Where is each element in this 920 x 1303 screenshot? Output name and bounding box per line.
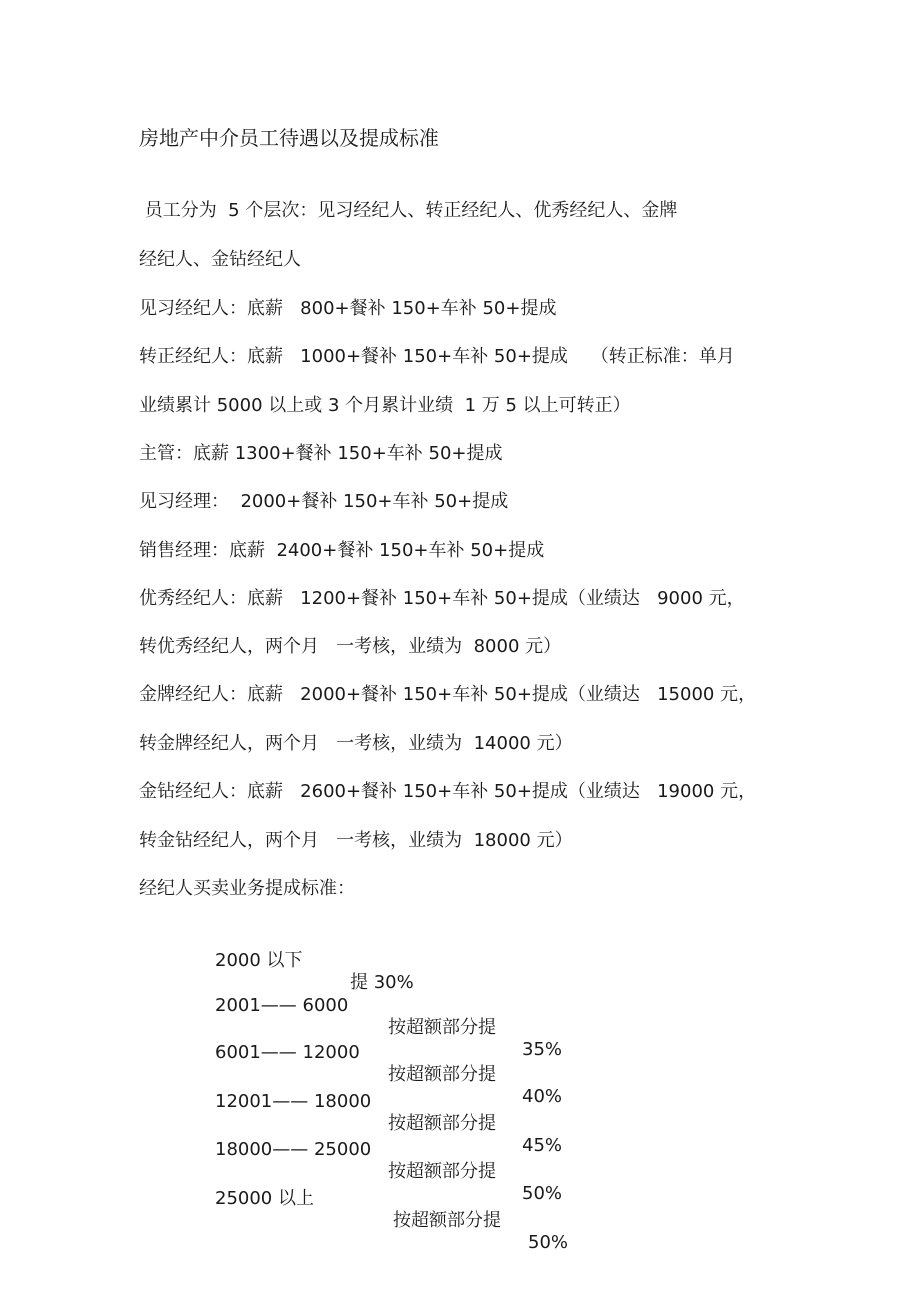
tier-rate: 50% [522, 1183, 563, 1204]
position-regular-agent: 转正经纪人：底薪 1000+餐补 150+车补 50+提成 （转正标准：单月 [139, 346, 735, 367]
tier-range: 2000 以下 [215, 950, 303, 971]
position-trainee-agent: 见习经纪人：底薪 800+餐补 150+车补 50+提成 [139, 298, 557, 319]
tier-range: 12001—— 18000 [215, 1091, 372, 1112]
intro-line-2: 经纪人、金钻经纪人 [139, 249, 301, 270]
tier-range: 2001—— 6000 [215, 995, 349, 1016]
tier-rate: 50% [528, 1232, 569, 1253]
position-diamond-agent: 金钻经纪人：底薪 2600+餐补 150+车补 50+提成（业绩达 19000 元， [139, 781, 757, 802]
document-title: 房地产中介员工待遇以及提成标准 [139, 126, 439, 150]
tier-rule: 按超额部分提 [388, 1113, 496, 1134]
tier-rate: 40% [522, 1086, 563, 1107]
position-sales-manager: 销售经理：底薪 2400+餐补 150+车补 50+提成 [139, 540, 545, 561]
tier-rule: 提 30% [350, 972, 414, 993]
commission-tier [215, 1166, 569, 1276]
tier-range: 25000 以上 [215, 1188, 314, 1209]
intro-line-1: 员工分为 5 个层次：见习经纪人、转正经纪人、优秀经纪人、金牌 [139, 200, 678, 221]
tier-rule: 按超额部分提 [393, 1210, 501, 1231]
tier-rule: 按超额部分提 [388, 1064, 496, 1085]
tier-rule: 按超额部分提 [388, 1017, 496, 1038]
tier-rule: 按超额部分提 [388, 1161, 496, 1182]
tier-range: 6001—— 12000 [215, 1042, 360, 1063]
commission-heading: 经纪人买卖业务提成标准： [139, 878, 355, 899]
position-excellent-agent-cont: 转优秀经纪人，两个月 一考核，业绩为 8000 元） [139, 636, 562, 657]
tier-rate: 45% [522, 1135, 563, 1156]
position-trainee-manager: 见习经理： 2000+餐补 150+车补 50+提成 [139, 491, 509, 512]
position-supervisor: 主管：底薪 1300+餐补 150+车补 50+提成 [139, 443, 503, 464]
position-gold-agent: 金牌经纪人：底薪 2000+餐补 150+车补 50+提成（业绩达 15000 元， [139, 684, 757, 705]
tier-range: 18000—— 25000 [215, 1139, 372, 1160]
position-regular-agent-cont: 业绩累计 5000 以上或 3 个月累计业绩 1 万 5 以上可转正） [139, 395, 631, 416]
position-diamond-agent-cont: 转金钻经纪人，两个月 一考核，业绩为 18000 元） [139, 830, 573, 851]
tier-rate: 35% [522, 1039, 563, 1060]
position-excellent-agent: 优秀经纪人：底薪 1200+餐补 150+车补 50+提成（业绩达 9000 元， [139, 588, 745, 609]
position-gold-agent-cont: 转金牌经纪人，两个月 一考核，业绩为 14000 元） [139, 733, 573, 754]
